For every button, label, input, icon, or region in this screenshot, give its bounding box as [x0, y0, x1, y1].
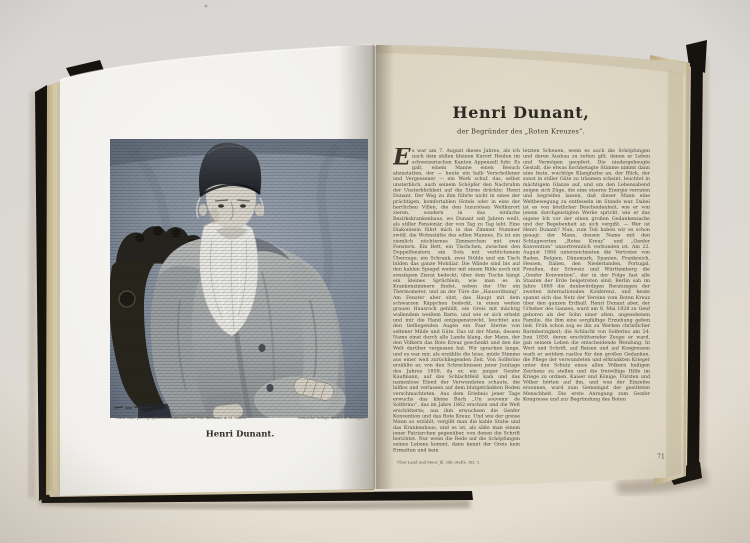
plate-credit-right: Deutsche Verlags-Anstalt in Stuttgart.: [298, 416, 366, 420]
text-column-2: [523, 148, 650, 456]
column-1-text: s war am 7. August dieses Jahres, als ich nach dem stillen kleinen Kurort Heiden im schweizerischen Kanton Appenzell fuhr. Es galt, einem Manne einen Besuch abzustatten, der — heute ein halb Verschollener und Vergessener — ein Werk schuf, das, selbst unsterblich, auch seinem Schöpfer den Nachruhm der Unsterblichkeit auf die Stirne drückte: Henri Dunant. Der Weg zu ihm führte nicht in eines der prächtigen, komfortablen Hotels oder in eine der herrlichen Villen, die den luxuriösen Weltkurort zieren, sondern in das einfache Bezirkskrankenhaus, wo Dunant seit Jahren weilt, als stiller Pensionär, der von Tag zu Tag lebt. Eine Diakonissin führt mich in das Zimmer Nummer zwölf, die Wohnstätte des edlen Mannes. Es ist ein ziemlich nüchternes Zimmerchen mit zwei Fenstern. Ein Bett, ein Tischchen, zwischen den Doppelfenstern ein Sofa mit verblichenem Überzuge, ein Schrank, zwei Stühle und ein Tisch bilden das ganze Mobiliar. Die Wände sind bis auf den kahlen Spiegel weder mit einem Bilde noch mit sonstigem Zierat bedeckt; über dem Tische hängt ein kleines Sprüchlein, wie man es in Krankenzimmern findet, neben der Uhr ein Thermometer, und an der Türe die „Hausordnung“. Am Fenster aber sitzt, das Haupt mit dem schwarzen Käppchen bedeckt, in einen weiten grauen Hausrock gehüllt, ein Greis mit mächtig wallendem weißem Barte, und wie er sich erhebt und mir die Hand entgegenstreckt, leuchtet aus den tiefliegenden Augen ein Paar Sterne von seltener Milde und Güte. Das ist der Mann, dessen Name einst durch alle Lande klang, der Mann, der den Völkern das Rote Kreuz geschenkt und den die Welt darüber vergessen hat. Wir sprachen lange, und es war mir, als erzählte die leise, müde Stimme aus einer weit zurückliegenden Zeit. Von Solferino erzählte er, von den Schrecknissen jener Junitage des Jahres 1859, da er, ein junger Genfer Kaufmann, auf das Schlachtfeld kam und das namenlose Elend der Verwundeten schaute, die hilflos und verlassen auf dem blutgetränkten Boden verschmachteten. Aus dem Erlebnis jener Tage erwuchs das kleine Buch „Un souvenir de Solférino“, das im Jahre 1862 erschien und die Welt erschütterte; aus ihm erwuchsen die Genfer Konvention und das Rote Kreuz. Und wie der greise Mann so erzählt, vergißt man die kahle Stube und das Krankenhaus, und es ist, als säße man einem jener Patriarchen gegenüber, von denen die Schrift berichtet. Nur wenn die Rede auf die Schöpfungen seines Lebens kommt, dann kennt der Greis kein Ermatten und kein: [393, 148, 520, 453]
article-title: Henri Dunant,: [452, 103, 590, 122]
article-subtitle: der Begründer des „Roten Kreuzes“.: [457, 128, 585, 136]
drop-cap: E: [393, 148, 411, 170]
column-2-text: letzten Scheuen, wenn es auch die Schöpfungen und deren Ausbau zu retten gilt, denen er Leben und Vermögen geopfert. Die niedergebeugte Gestalt, die etwas hochbetagte Stimme nimmt dann eine feste, wuchtige Klangfarbe an, der Blick, der sonst in stiller Güte zu träumen scheint, leuchtet in mächtigem Glanze auf, und um den Lebensabend zeigen sich Züge, die eine eiserne Energie verraten und begreifen lassen, daß dieser Mann eine Weltbewegung zu entfesseln im Stande war. Dabei ist es von köstlicher Bescheidenheit, wie er von jenem durchgeistigten Werke spricht, wie er das eigene Ich vor der einen großen Gedankensache und der Begebenheit an sich vergißt. — Wer ist Henri Dunant? Nun, zum Teil haben wir es schon gesagt: der Mann, dessen Name mit den Schlagworten „Rotes Kreuz“ und „Genfer Konvention“ unzertrennlich verbunden ist. Am 22. August 1864 unterzeichneten die Vertreter von Baden, Belgien, Dänemark, Spanien, Frankreich, Hessen, Italien, den Niederlanden, Portugal, Preußen, der Schweiz und Württemberg die „Genfer Konvention“, der in der Folge fast alle Staaten der Erde beigetreten sind; Berlin sah im Jahre 1869 die denkwürdigen Beratungen der zweiten internationalen Konferenz, und heute spannt sich das Netz der Vereine vom Roten Kreuz über den ganzen Erdball. Henri Dunant aber, der Urheber des Ganzen, ward am 8. Mai 1828 zu Genf geboren als der Sohn einer alten, angesehenen Familie, die ihm eine sorgfältige Erziehung geben ließ. Früh schon zog es ihn zu Werken christlicher Barmherzigkeit; die Schlacht von Solferino am 24. Juni 1859, deren erschütternder Zeuge er ward, gab seinem Leben die entscheidende Wendung. In Wort und Schrift, auf Reisen und auf Kongressen warb er seitdem rastlos für den großen Gedanken, die Pflege der verwundeten und erkrankten Krieger unter den Schutz eines allen Völkern heiligen Zeichens zu stellen und die freiwillige Hilfe im Kriege zu ordnen. Kaiser und Könige, Fürsten und Völker hörten auf ihn, und was der Einzelne ersonnen, ward zum Gemeingut der gesitteten Menschheit. Die erste Anregung zum Genfer Kongresse und zur Begründung des Roten: [523, 148, 650, 403]
text-column-1: [393, 148, 520, 465]
plate-caption: Henri Dunant.: [205, 429, 275, 439]
plate-credit-left: Nach einer photographischen Aufnahme von Otto Rietmann in St. Gallen.: [116, 416, 247, 420]
running-footer: Über Land und Meer. Jll. Okt.-Hefte. XII. 3.: [397, 460, 481, 465]
page-number: 71: [657, 453, 665, 460]
